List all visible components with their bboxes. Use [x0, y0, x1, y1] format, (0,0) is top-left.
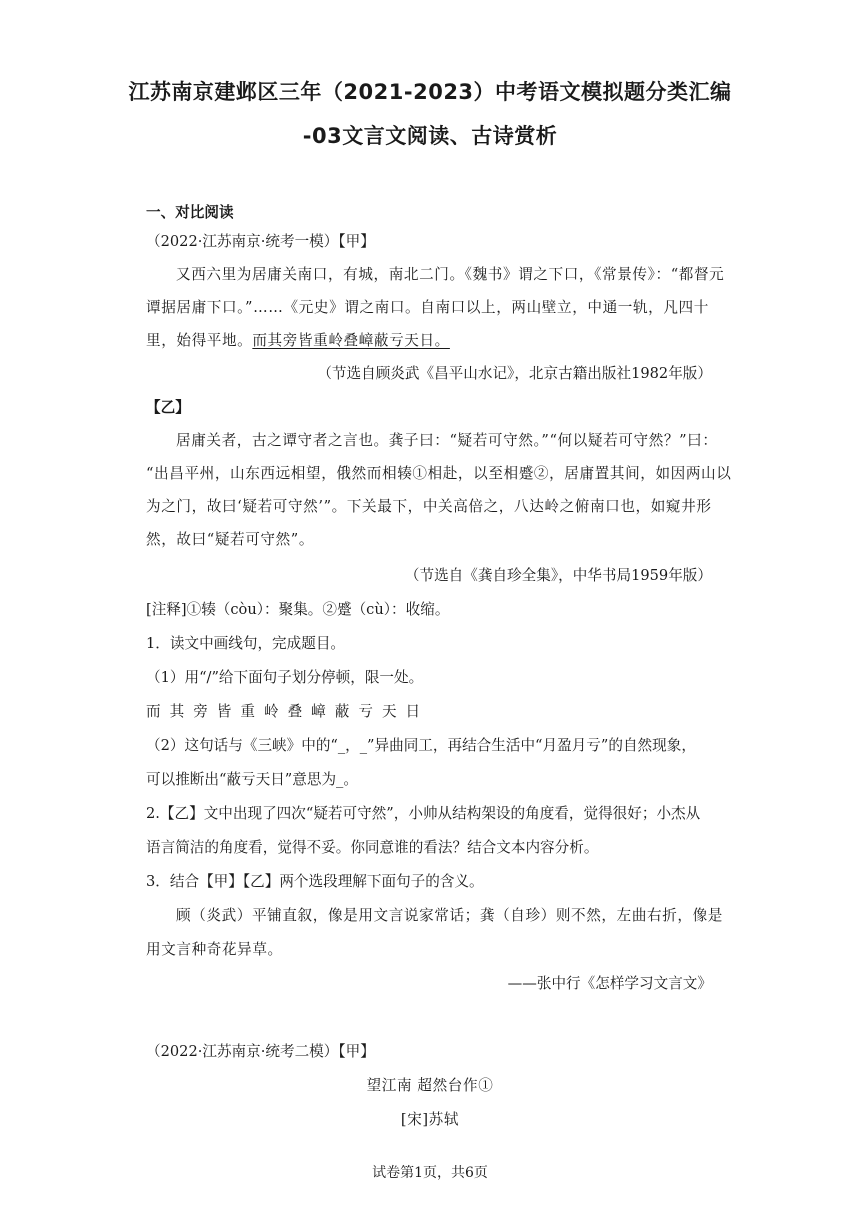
- poem-title: 望江南 超然台作①: [366, 1077, 494, 1094]
- question-1-1: （1）用“/”给下面句子划分停顿，限一处。: [146, 669, 424, 686]
- jia-text: 里，始得平地。: [146, 332, 253, 349]
- question-1: 1．读文中画线句，完成题目。: [146, 635, 346, 652]
- yi-paragraph-line: 为之门，故曰‘疑若可守然’”。下关最下，中关高倍之，八达岭之俯南口也，如窥井形: [146, 498, 712, 515]
- section-heading: 一、对比阅读: [146, 204, 234, 221]
- annotation-notes: [注释]①辏（còu）：聚集。②蹙（cù）：收缩。: [146, 601, 450, 618]
- jia-paragraph-line: [146, 331, 450, 351]
- yi-paragraph-line: 然，故曰“疑若可守然”。: [146, 531, 315, 548]
- poem-author: [宋]苏轼: [400, 1111, 460, 1128]
- document-title-line2: -03文言文阅读、古诗赏析: [302, 124, 558, 148]
- question-1-2-line: （2）这句话与《三峡》中的“_，_”异曲同工，再结合生活中“月盈月亏”的自然现象，: [146, 737, 696, 754]
- quote-line: 用文言种奇花异草。: [146, 941, 283, 958]
- document-title-line1: 江苏南京建邺区三年（2021-2023）中考语文模拟题分类汇编: [128, 80, 732, 104]
- quote-line: 顾（炎武）平铺直叙，像是用文言说家常话；龚（自珍）则不然，左曲右折，像是: [176, 907, 723, 924]
- question-source-1: （2022·江苏南京·统考一模）【甲】: [146, 233, 375, 250]
- underlined-sentence: 而其旁皆重岭叠嶂蔽亏天日。: [252, 332, 450, 349]
- quote-source: ——张中行《怎样学习文言文》: [507, 975, 712, 992]
- yi-label: 【乙】: [146, 399, 190, 416]
- jia-paragraph-line: 谭据居庸下口。”……《元史》谓之南口。自南口以上，两山壁立，中通一轨，凡四十: [146, 299, 709, 316]
- question-source-2: （2022·江苏南京·统考二模）【甲】: [146, 1043, 375, 1060]
- jia-paragraph-line: 又西六里为居庸关南口，有城，南北二门。《魏书》谓之下口，《常景传》：“都督元: [176, 266, 725, 283]
- question-2-line: 2.【乙】文中出现了四次“疑若可守然”，小帅从结构架设的角度看，觉得很好；小杰从: [146, 805, 701, 822]
- question-2-line: 语言简洁的角度看，觉得不妥。你同意谁的看法？结合文本内容分析。: [146, 839, 599, 856]
- page-footer: 试卷第1页，共6页: [372, 1165, 488, 1181]
- yi-citation: （节选自《龚自珍全集》，中华书局1959年版）: [404, 567, 712, 584]
- question-3: 3．结合【甲】【乙】两个选段理解下面句子的含义。: [146, 873, 484, 890]
- yi-paragraph-line: 居庸关者，古之谭守者之言也。龚子曰：“疑若可守然。”“何以疑若可守然？”曰：: [176, 432, 718, 449]
- yi-paragraph-line: “出昌平州，山东西远相望，俄然而相辏①相赴，以至相蹙②，居庸置其间，如因两山以: [146, 465, 732, 482]
- jia-citation: （节选自顾炎武《昌平山水记》，北京古籍出版社1982年版）: [317, 365, 712, 382]
- question-1-sentence: 而其旁皆重岭叠嶂蔽亏天日: [146, 703, 430, 720]
- question-1-2-line: 可以推断出“蔽亏天日”意思为_。: [146, 771, 358, 788]
